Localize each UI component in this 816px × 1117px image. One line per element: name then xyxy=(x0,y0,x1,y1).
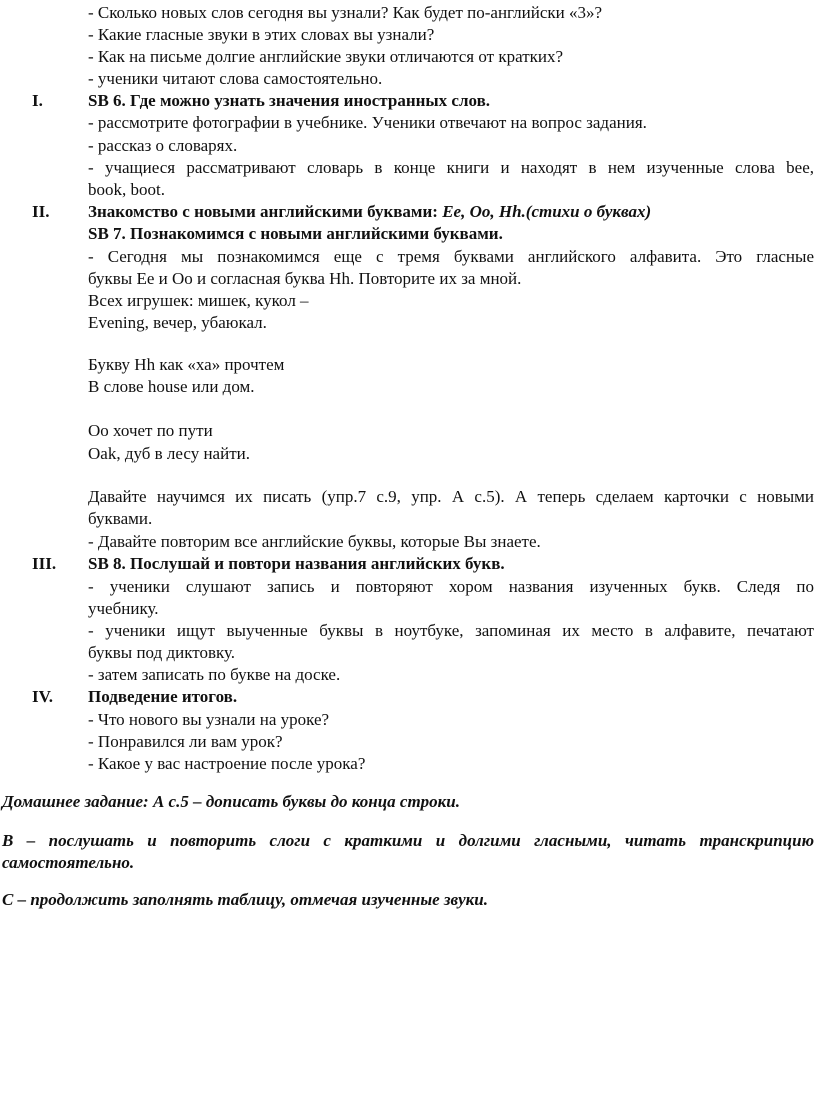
homework-line: В – послушать и повторить слоги с краткими и долгими гласными, читать транскрипцию xyxy=(2,831,814,850)
homework-line: Домашнее задание: А с.5 – дописать буквы до конца строки. xyxy=(2,792,460,811)
homework-line: С – продолжить заполнять таблицу, отмечая изученные звуки. xyxy=(2,890,489,909)
section-heading xyxy=(88,201,814,223)
section-heading-letters: Ee, Oo, Hh.(стихи о буквах) xyxy=(442,202,652,221)
intro-line: - Сколько новых слов сегодня вы узнали? Как будет по-английски «3»? xyxy=(88,3,603,22)
section-heading: SB 6. Где можно узнать значения иностранных слов. xyxy=(88,91,491,110)
section-line: - Понравился ли вам урок? xyxy=(88,732,283,751)
section-line: - рассказ о словарях. xyxy=(88,136,238,155)
section-line: - ученики ищут выученные буквы в ноутбуке, запоминая их место в алфавите, печатают xyxy=(88,621,814,640)
poem-line: Всех игрушек: мишек, кукол – xyxy=(88,291,309,310)
paragraph-line: буквами. xyxy=(88,509,153,528)
section-line: - Что нового вы узнали на уроке? xyxy=(88,710,330,729)
section-numeral: IV. xyxy=(32,687,53,706)
poem-line: Букву Hh как «ха» прочтем xyxy=(88,355,285,374)
section-line: - ученики слушают запись и повторяют хором названия изученных букв. Следя по xyxy=(88,577,814,596)
section-line: буквы под диктовку. xyxy=(88,643,236,662)
section-numeral: III. xyxy=(32,554,57,573)
intro-line: - Как на письме долгие английские звуки отличаются от кратких? xyxy=(88,47,564,66)
section-heading-text: Знакомство с новыми английскими буквами: xyxy=(88,202,443,221)
poem-line: Oak, дуб в лесу найти. xyxy=(88,444,250,463)
section-line: учебнику. xyxy=(88,599,159,618)
intro-line: - ученики читают слова самостоятельно. xyxy=(88,69,383,88)
intro-line: - Какие гласные звуки в этих словах вы узнали? xyxy=(88,25,435,44)
section-line: - учащиеся рассматривают словарь в конце книги и находят в нем изученные слова bee, xyxy=(88,158,814,177)
paragraph-line: буквы Ee и Oo и согласная буква Hh. Повторите их за мной. xyxy=(88,269,522,288)
section-line: - рассмотрите фотографии в учебнике. Ученики отвечают на вопрос задания. xyxy=(88,113,647,132)
section-numeral: I. xyxy=(32,91,43,110)
section-heading: Подведение итогов. xyxy=(88,687,238,706)
paragraph-line: - Сегодня мы познакомимся еще с тремя буквами английского алфавита. Это гласные xyxy=(88,247,814,266)
section-subheading: SB 7. Познакомимся с новыми английскими буквами. xyxy=(88,224,503,243)
paragraph-line: - Давайте повторим все английские буквы, которые Вы знаете. xyxy=(88,532,541,551)
section-line: - Какое у вас настроение после урока? xyxy=(88,754,366,773)
section-numeral: II. xyxy=(32,202,50,221)
section-line: book, boot. xyxy=(88,180,165,199)
section-heading: SB 8. Послушай и повтори названия английских букв. xyxy=(88,554,505,573)
homework-line: самостоятельно. xyxy=(2,853,135,872)
paragraph-line: Давайте научимся их писать (упр.7 с.9, упр. А с.5). А теперь сделаем карточки с новыми xyxy=(88,487,814,506)
section-line: - затем записать по букве на доске. xyxy=(88,665,341,684)
poem-line: В слове house или дом. xyxy=(88,377,255,396)
poem-line: Oo хочет по пути xyxy=(88,421,213,440)
poem-line: Evening, вечер, убаюкал. xyxy=(88,313,267,332)
